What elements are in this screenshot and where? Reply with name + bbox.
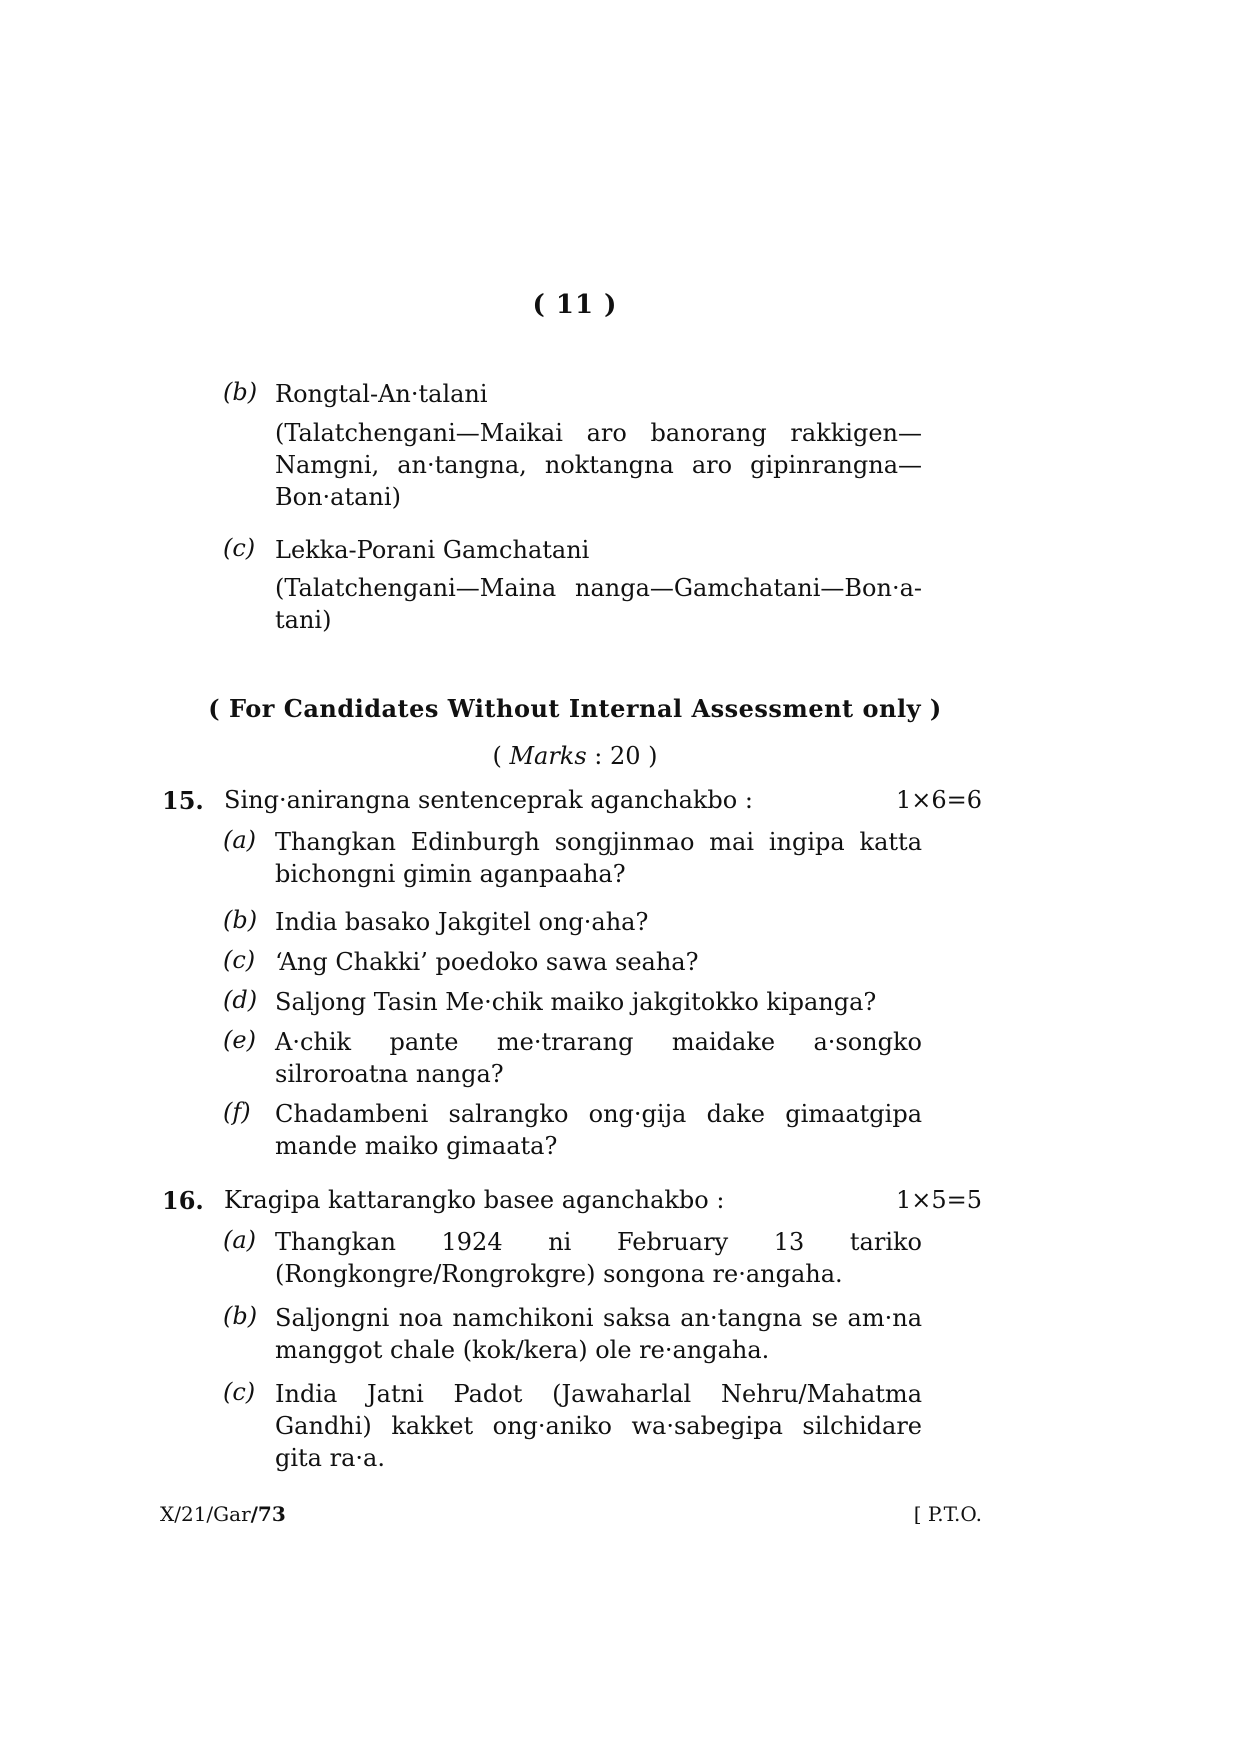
item-text: A·chik pante me·trarang maidake a·songko silroroatna nanga? [275,1028,922,1088]
item-text: India basako Jakgitel ong·aha? [275,908,649,936]
item-label: (c) [223,534,256,562]
item-label: (a) [223,826,257,854]
item-text: Saljongni noa namchikoni saksa an·tangna se am·na manggot chale (kok/kera) ole re·angaha. [275,1304,922,1364]
question-number: 16. [162,1186,204,1215]
item-title: Lekka-Porani Gamchatani [275,536,590,564]
item-text: Chadambeni salrangko ong·gija dake gimaatgipa mande maiko gimaata? [275,1100,922,1160]
item-text: ‘Ang Chakki’ poedoko sawa seaha? [275,948,699,976]
item-label: (e) [223,1026,256,1054]
section-marks: ( Marks : 20 ) [492,742,658,770]
item-label: (a) [223,1226,257,1254]
item-label: (b) [223,1302,258,1330]
page-number: ( 11 ) [532,290,618,320]
question-marks: 1×6=6 [895,786,982,814]
item-title: Rongtal-An·talani [275,380,488,408]
item-label: (d) [223,986,258,1014]
item-text: Saljong Tasin Me·chik maiko jakgitokko kipanga? [275,988,877,1016]
item-label: (c) [223,946,256,974]
item-label: (c) [223,1378,256,1406]
paper-code: X/21/Gar/73 [160,1502,286,1526]
item-text: Thangkan 1924 ni February 13 tariko (Rongkongre/Rongrokgre) songona re·angaha. [275,1228,922,1288]
item-text: Thangkan Edinburgh songjinmao mai ingipa katta bichongni gimin aganpaaha? [275,828,922,888]
question-marks: 1×5=5 [895,1186,982,1214]
question-number: 15. [162,786,204,815]
item-label: (b) [223,378,258,406]
item-label: (b) [223,906,258,934]
pto-label: [ P.T.O. [913,1502,982,1526]
item-label: (f) [223,1098,251,1126]
question-text: Kragipa kattarangko basee aganchakbo : [224,1186,725,1214]
question-text: Sing·anirangna sentenceprak aganchakbo : [224,786,753,814]
section-heading: ( For Candidates Without Internal Assessment only ) [208,694,942,723]
item-text: India Jatni Padot (Jawaharlal Nehru/Mahatma Gandhi) kakket ong·aniko wa·sabegipa silchidare gita ra·a. [275,1380,922,1472]
